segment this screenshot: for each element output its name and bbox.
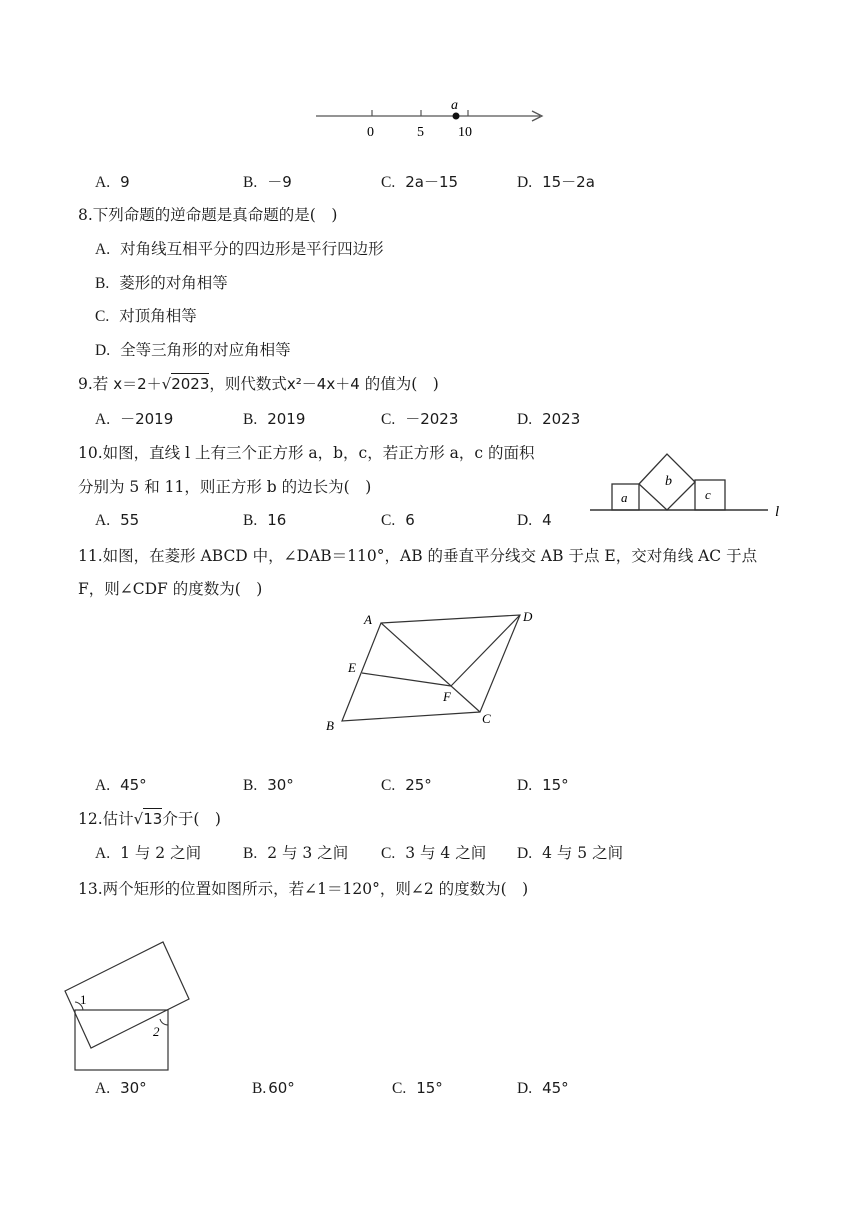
q9-option-b[interactable]: B. 2019 bbox=[243, 410, 306, 428]
q13-option-b[interactable]: B. 60° bbox=[252, 1079, 295, 1097]
q10-stem-line2: 分别为 5 和 11，则正方形 b 的边长为( ) bbox=[78, 478, 372, 496]
point-a bbox=[453, 113, 460, 120]
vertex-a-label: A bbox=[364, 612, 372, 627]
point-e-label: E bbox=[348, 660, 356, 675]
q9-radicand: 2023 bbox=[171, 375, 210, 393]
square-b-label: b bbox=[665, 474, 672, 489]
point-a-label: a bbox=[451, 98, 458, 113]
q13-option-c[interactable]: C. 15° bbox=[392, 1079, 443, 1097]
q9-option-a[interactable]: A. －2019 bbox=[95, 410, 174, 428]
sqrt-symbol: √ bbox=[161, 375, 172, 393]
q11-option-c[interactable]: C. 25° bbox=[381, 776, 432, 794]
q8-option-c[interactable]: C. 对顶角相等 bbox=[95, 307, 197, 325]
segment-df bbox=[451, 615, 520, 686]
q8-option-b[interactable]: B. 菱形的对角相等 bbox=[95, 274, 228, 292]
vertex-b-label: B bbox=[326, 718, 334, 733]
q7-option-d[interactable]: D. 15－2a bbox=[517, 173, 595, 191]
tick-label-10: 10 bbox=[458, 125, 472, 140]
q13-stem: 13.两个矩形的位置如图所示，若∠1＝120°，则∠2 的度数为( ) bbox=[78, 880, 529, 898]
q10-option-d[interactable]: D. 4 bbox=[517, 511, 552, 529]
diagonal-ac bbox=[381, 623, 480, 712]
squares-on-line-figure bbox=[585, 448, 795, 523]
angle-2-label: 2 bbox=[153, 1024, 160, 1039]
q7-option-c[interactable]: C. 2a－15 bbox=[381, 173, 459, 191]
q11-stem-line1: 11.如图，在菱形 ABCD 中，∠DAB＝110°，AB 的垂直平分线交 AB 于点 E，交对角线 AC 于点 bbox=[78, 547, 758, 565]
q8-option-a[interactable]: A. 对角线互相平分的四边形是平行四边形 bbox=[95, 240, 384, 258]
number-line-figure bbox=[300, 92, 560, 142]
q12-stem: 12.估计√13介于( ) bbox=[78, 810, 221, 828]
q8-stem: 8.下列命题的逆命题是真命题的是( ) bbox=[78, 206, 338, 224]
q9-option-d[interactable]: D. 2023 bbox=[517, 410, 581, 428]
q10-option-b[interactable]: B. 16 bbox=[243, 511, 287, 529]
square-a-label: a bbox=[621, 490, 628, 505]
two-rectangles-figure bbox=[55, 935, 205, 1075]
vertex-c-label: C bbox=[482, 711, 491, 726]
line-l-label: l bbox=[775, 504, 780, 520]
vertex-d-label: D bbox=[523, 609, 533, 624]
q8-option-d[interactable]: D. 全等三角形的对应角相等 bbox=[95, 341, 291, 359]
q10-stem-line1: 10.如图，直线 l 上有三个正方形 a，b，c，若正方形 a，c 的面积 bbox=[78, 444, 535, 462]
rhombus-figure bbox=[320, 605, 545, 740]
angle-1-label: 1 bbox=[80, 992, 87, 1007]
q12-option-a[interactable]: A. 1 与 2 之间 bbox=[95, 844, 202, 862]
q11-option-d[interactable]: D. 15° bbox=[517, 776, 569, 794]
sqrt-symbol: √ bbox=[133, 810, 144, 828]
q10-option-c[interactable]: C. 6 bbox=[381, 511, 415, 529]
q12-option-d[interactable]: D. 4 与 5 之间 bbox=[517, 844, 624, 862]
lower-rectangle bbox=[75, 1010, 168, 1070]
q7-option-a[interactable]: A. 9 bbox=[95, 173, 130, 191]
point-f-label: F bbox=[443, 689, 451, 704]
q11-option-a[interactable]: A. 45° bbox=[95, 776, 147, 794]
tick-label-5: 5 bbox=[417, 125, 424, 140]
q13-option-a[interactable]: A. 30° bbox=[95, 1079, 147, 1097]
q12-option-b[interactable]: B. 2 与 3 之间 bbox=[243, 844, 349, 862]
q12-radicand: 13 bbox=[143, 810, 163, 828]
tick-label-0: 0 bbox=[367, 125, 374, 140]
q12-option-c[interactable]: C. 3 与 4 之间 bbox=[381, 844, 487, 862]
q9-stem: 9.若 x＝2＋√2023，则代数式x²－4x＋4 的值为( ) bbox=[78, 375, 439, 393]
q10-option-a[interactable]: A. 55 bbox=[95, 511, 140, 529]
q11-stem-line2: F，则∠CDF 的度数为( ) bbox=[78, 580, 263, 598]
q9-option-c[interactable]: C. －2023 bbox=[381, 410, 459, 428]
q7-option-b[interactable]: B. －9 bbox=[243, 173, 292, 191]
q11-option-b[interactable]: B. 30° bbox=[243, 776, 294, 794]
segment-ef bbox=[362, 673, 451, 686]
q13-option-d[interactable]: D. 45° bbox=[517, 1079, 569, 1097]
square-c-label: c bbox=[705, 487, 711, 502]
